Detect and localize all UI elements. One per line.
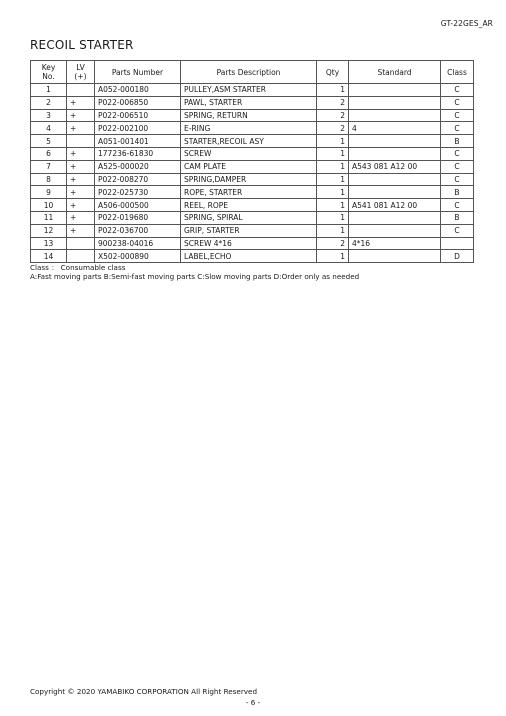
cell-class: C (441, 122, 474, 135)
cell-description: E-RING (181, 122, 317, 135)
cell-qty: 2 (317, 122, 349, 135)
header-part-number: Parts Number (95, 61, 181, 84)
legend-definitions: A:Fast moving parts B:Semi-fast moving parts C:Slow moving parts D:Order only as needed (30, 272, 360, 281)
cell-class: C (441, 224, 474, 237)
table-row (31, 224, 474, 237)
cell-part-number: P022-006850 (95, 96, 181, 109)
cell-qty: 1 (317, 160, 349, 173)
cell-standard (349, 224, 441, 237)
table-row (31, 96, 474, 109)
cell-part-number: P022-025730 (95, 186, 181, 199)
cell-part-number: A525-000020 (95, 160, 181, 173)
cell-key: 6 (31, 147, 67, 160)
cell-lv: + (67, 122, 95, 135)
legend-title: Class ： Consumable class (30, 263, 126, 272)
header-class: Class (441, 61, 474, 84)
cell-lv: + (67, 109, 95, 122)
table-row (31, 160, 474, 173)
cell-qty: 1 (317, 211, 349, 224)
cell-lv: + (67, 199, 95, 212)
cell-description: LABEL,ECHO (181, 250, 317, 263)
cell-key: 5 (31, 135, 67, 148)
cell-part-number: A051-001401 (95, 135, 181, 148)
cell-class: C (441, 160, 474, 173)
cell-key: 1 (31, 84, 67, 97)
cell-part-number: X502-000890 (95, 250, 181, 263)
header-qty: Qty (317, 61, 349, 84)
cell-standard (349, 186, 441, 199)
header-key: Key No. (31, 61, 67, 84)
cell-part-number: A052-000180 (95, 84, 181, 97)
cell-qty: 1 (317, 173, 349, 186)
cell-class: B (441, 186, 474, 199)
cell-standard (349, 135, 441, 148)
cell-qty: 1 (317, 250, 349, 263)
cell-description: PAWL, STARTER (181, 96, 317, 109)
cell-class: D (441, 250, 474, 263)
cell-lv: + (67, 173, 95, 186)
cell-standard (349, 84, 441, 97)
page-number: - 6 - (245, 698, 261, 707)
cell-class: C (441, 173, 474, 186)
cell-description: ROPE, STARTER (181, 186, 317, 199)
table-row (31, 122, 474, 135)
table-row (31, 84, 474, 97)
cell-standard: A541 081 A12 00 (349, 199, 441, 212)
cell-part-number: P022-002100 (95, 122, 181, 135)
cell-description: SPRING, RETURN (181, 109, 317, 122)
cell-standard (349, 211, 441, 224)
cell-part-number: 900238-04016 (95, 237, 181, 250)
cell-lv: + (67, 211, 95, 224)
cell-description: STARTER,RECOIL ASY (181, 135, 317, 148)
parts-table (30, 60, 474, 263)
cell-description: SCREW 4*16 (181, 237, 317, 250)
cell-description: SPRING,DAMPER (181, 173, 317, 186)
cell-standard (349, 250, 441, 263)
cell-part-number: A506-000500 (95, 199, 181, 212)
parts-table-body (31, 84, 474, 263)
cell-key: 14 (31, 250, 67, 263)
table-row (31, 186, 474, 199)
cell-key: 10 (31, 199, 67, 212)
cell-lv (67, 135, 95, 148)
cell-qty: 1 (317, 84, 349, 97)
cell-lv (67, 250, 95, 263)
table-row (31, 109, 474, 122)
cell-qty: 2 (317, 237, 349, 250)
cell-standard (349, 147, 441, 160)
cell-standard: A543 081 A12 00 (349, 160, 441, 173)
cell-class (441, 237, 474, 250)
cell-qty: 2 (317, 96, 349, 109)
cell-standard (349, 173, 441, 186)
cell-class: C (441, 147, 474, 160)
table-row (31, 199, 474, 212)
cell-class: C (441, 96, 474, 109)
cell-qty: 1 (317, 199, 349, 212)
cell-class: C (441, 84, 474, 97)
header-lv: LV (+) (67, 61, 95, 84)
header-description: Parts Description (181, 61, 317, 84)
cell-lv: + (67, 96, 95, 109)
table-row (31, 173, 474, 186)
cell-part-number: P022-019680 (95, 211, 181, 224)
cell-lv: + (67, 147, 95, 160)
cell-class: C (441, 199, 474, 212)
cell-description: REEL, ROPE (181, 199, 317, 212)
cell-key: 7 (31, 160, 67, 173)
cell-key: 8 (31, 173, 67, 186)
cell-key: 2 (31, 96, 67, 109)
cell-qty: 1 (317, 186, 349, 199)
cell-part-number: 177236-61830 (95, 147, 181, 160)
cell-key: 12 (31, 224, 67, 237)
cell-key: 4 (31, 122, 67, 135)
cell-part-number: P022-036700 (95, 224, 181, 237)
cell-key: 3 (31, 109, 67, 122)
cell-qty: 1 (317, 224, 349, 237)
cell-key: 13 (31, 237, 67, 250)
header-standard: Standard (349, 61, 441, 84)
table-row (31, 237, 474, 250)
cell-standard: 4*16 (349, 237, 441, 250)
cell-qty: 1 (317, 147, 349, 160)
cell-qty: 2 (317, 109, 349, 122)
cell-standard (349, 109, 441, 122)
table-header-row (31, 61, 474, 84)
class-legend (30, 263, 359, 281)
table-row (31, 211, 474, 224)
cell-lv (67, 237, 95, 250)
cell-description: GRIP, STARTER (181, 224, 317, 237)
cell-lv: + (67, 160, 95, 173)
document-code: GT-22GES_AR (440, 19, 493, 28)
cell-class: B (441, 211, 474, 224)
cell-key: 11 (31, 211, 67, 224)
cell-class: B (441, 135, 474, 148)
cell-lv: + (67, 186, 95, 199)
cell-description: SPRING, SPIRAL (181, 211, 317, 224)
table-row (31, 147, 474, 160)
cell-part-number: P022-008270 (95, 173, 181, 186)
page-title: RECOIL STARTER (30, 38, 134, 52)
cell-part-number: P022-006510 (95, 109, 181, 122)
copyright: Copyright © 2020 YAMABIKO CORPORATION All Right Reserved (30, 687, 258, 696)
cell-class: C (441, 109, 474, 122)
cell-key: 9 (31, 186, 67, 199)
cell-lv: + (67, 224, 95, 237)
table-row (31, 135, 474, 148)
cell-lv (67, 84, 95, 97)
cell-description: SCREW (181, 147, 317, 160)
cell-description: PULLEY,ASM STARTER (181, 84, 317, 97)
cell-qty: 1 (317, 135, 349, 148)
cell-standard: 4 (349, 122, 441, 135)
cell-standard (349, 96, 441, 109)
table-row (31, 250, 474, 263)
cell-description: CAM PLATE (181, 160, 317, 173)
